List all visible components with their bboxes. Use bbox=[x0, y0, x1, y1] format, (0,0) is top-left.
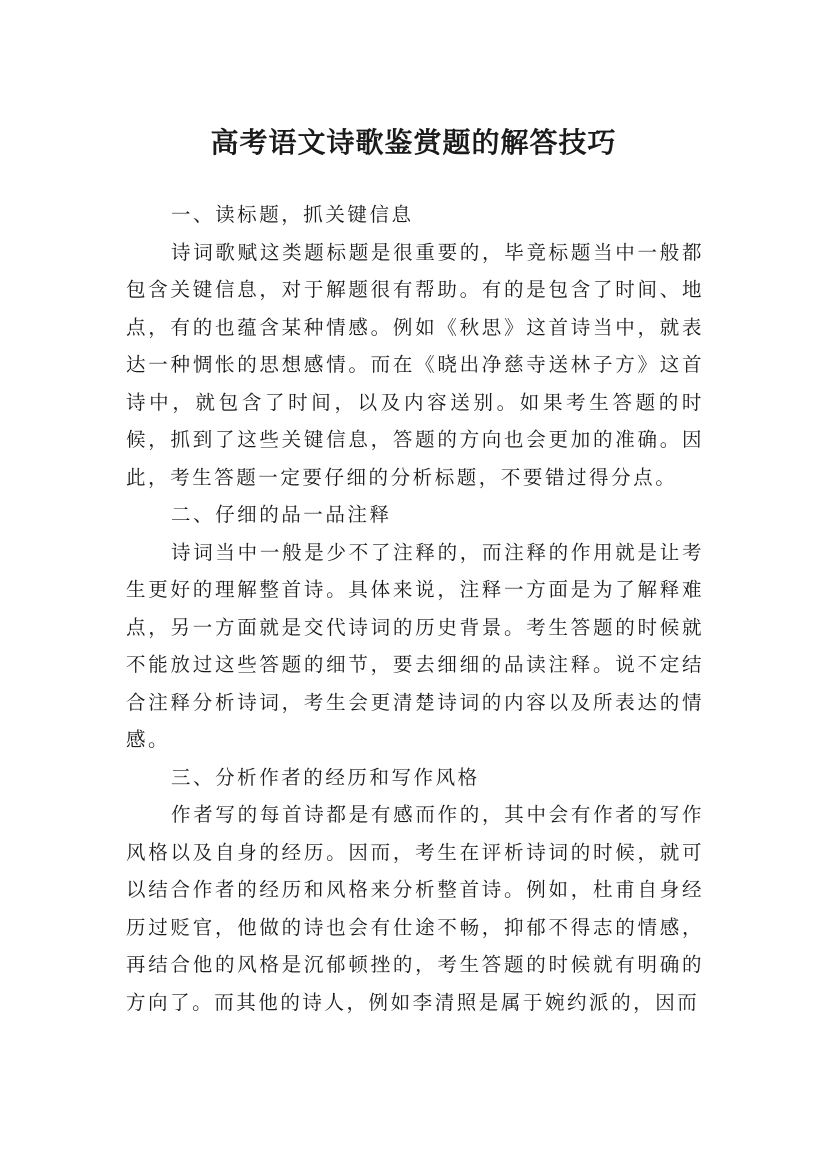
section-heading-1: 一、读标题，抓关键信息 bbox=[171, 203, 414, 226]
section-heading-3: 三、分析作者的经历和写作风格 bbox=[171, 765, 480, 789]
document-title: 高考语文诗歌鉴赏题的解答技巧 bbox=[210, 125, 617, 159]
section-paragraph-2: 诗词当中一般是少不了注释的，而注释的作用就是让考生更好的理解整首诗。具体来说，注释一方面是为了解释难点，另一方面就是交代诗词的历史背景。考生答题的时候就不能放过这些答题的细节，要去细细的品读注释。说不定结合注释分析诗词，考生会更清楚诗词的内容以及所表达的情感。 bbox=[126, 540, 704, 751]
section-paragraph-3: 作者写的每首诗都是有感而作的，其中会有作者的写作风格以及自身的经历。因而，考生在评析诗词的时候，就可以结合作者的经历和风格来分析整首诗。例如，杜甫自身经历过贬官，他做的诗也会有仕途不畅，抑郁不得志的情感，再结合他的风格是沉郁顿挫的，考生答题的时候就有明确的方向了。而其他的诗人，例如李清照是属于婉约派的，因而 bbox=[126, 803, 704, 1014]
section-heading-2: 二、仔细的品一品注释 bbox=[171, 503, 392, 526]
document-body bbox=[126, 196, 704, 1021]
section-paragraph-1: 诗词歌赋这类题标题是很重要的，毕竟标题当中一般都包含关键信息，对于解题很有帮助。有的是包含了时间、地点，有的也蕴含某种情感。例如《秋思》这首诗当中，就表达一种惆怅的思想感情。而在《晓出净慈寺送林子方》这首诗中，就包含了时间，以及内容送别。如果考生答题的时候，抓到了这些关键信息，答题的方向也会更加的准确。因此，考生答题一定要仔细的分析标题，不要错过得分点。 bbox=[126, 240, 704, 489]
